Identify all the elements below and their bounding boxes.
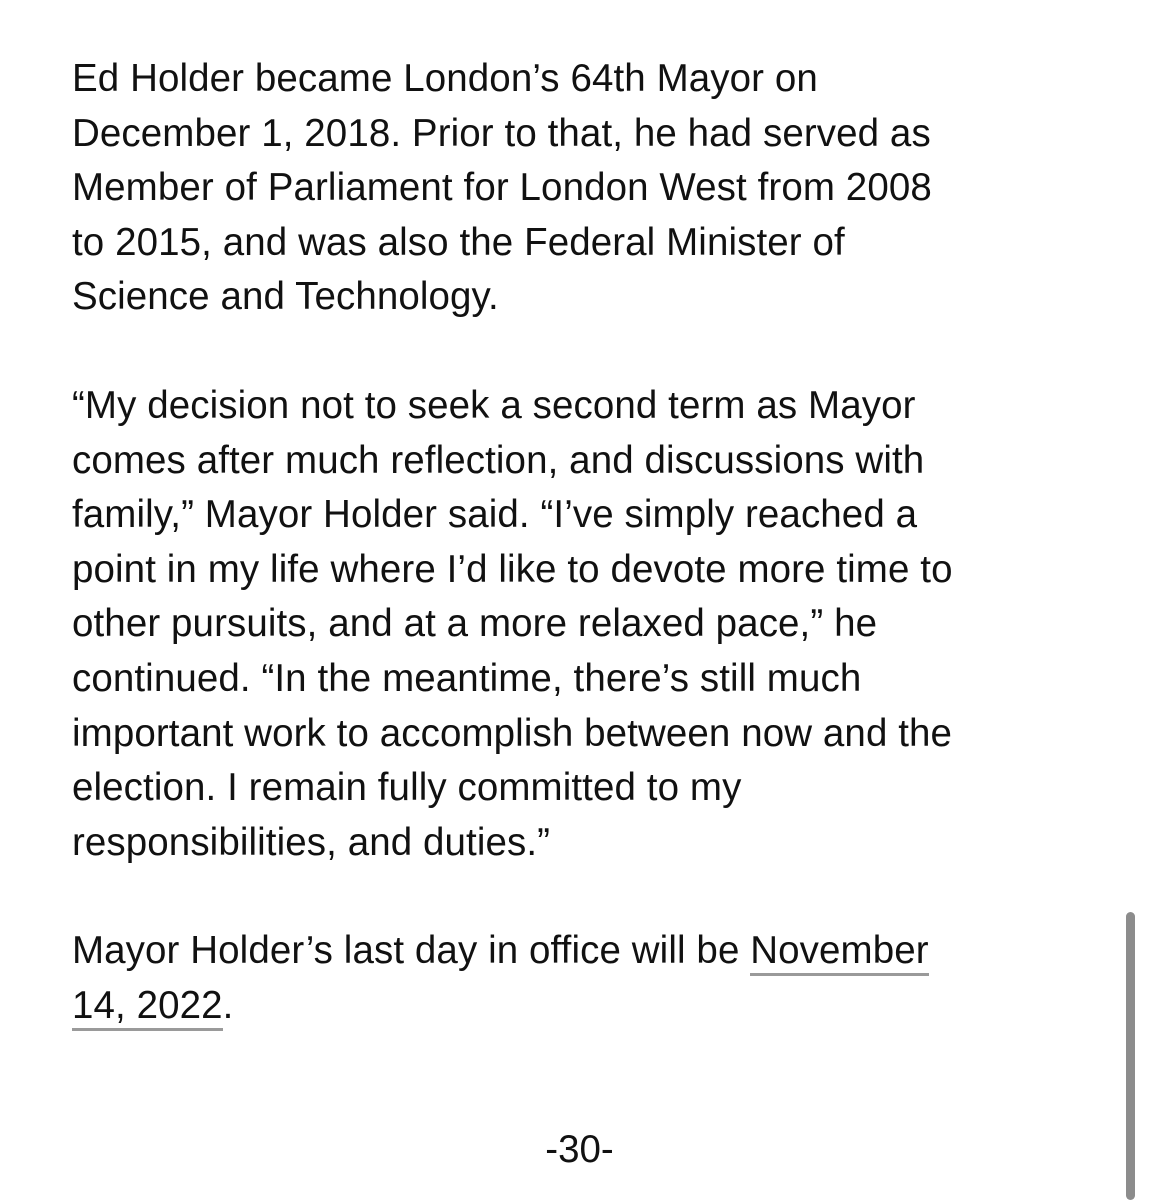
last-day-prefix: Mayor Holder’s last day in office will be <box>72 929 751 973</box>
text-line: other pursuits, and at a more relaxed pace,” he <box>72 602 878 646</box>
text-line: comes after much reflection, and discussions with <box>72 438 925 482</box>
text-line <box>72 979 1112 1034</box>
text-line: important work to accomplish between now and the <box>72 711 953 755</box>
text-line: December 1, 2018. Prior to that, he had served as <box>72 111 931 155</box>
date-link-part-1[interactable]: November <box>750 929 928 976</box>
text-line: “My decision not to seek a second term as Mayor <box>72 383 916 427</box>
paragraph-last-day <box>72 924 1112 1033</box>
text-line <box>72 924 1112 979</box>
paragraph-biography <box>72 52 1112 325</box>
text-line: Science and Technology. <box>72 275 499 319</box>
text-line: family,” Mayor Holder said. “I’ve simply reached a <box>72 493 918 537</box>
date-link-part-2[interactable]: 14, 2022 <box>72 984 223 1031</box>
press-release-body <box>72 52 1112 1034</box>
vertical-scrollbar-thumb[interactable] <box>1126 912 1135 1200</box>
last-day-suffix: . <box>222 983 234 1027</box>
text-line: continued. “In the meantime, there’s still much <box>72 656 862 700</box>
text-line: point in my life where I’d like to devote more time to <box>72 547 953 591</box>
text-line: election. I remain fully committed to my <box>72 766 742 810</box>
paragraph-quote <box>72 379 1112 870</box>
end-mark: -30- <box>545 1128 614 1171</box>
text-line: Member of Parliament for London West from 2008 <box>72 166 932 210</box>
text-line: Ed Holder became London’s 64th Mayor on <box>72 57 818 100</box>
text-line: to 2015, and was also the Federal Minister of <box>72 220 845 264</box>
text-line: responsibilities, and duties.” <box>72 820 551 864</box>
